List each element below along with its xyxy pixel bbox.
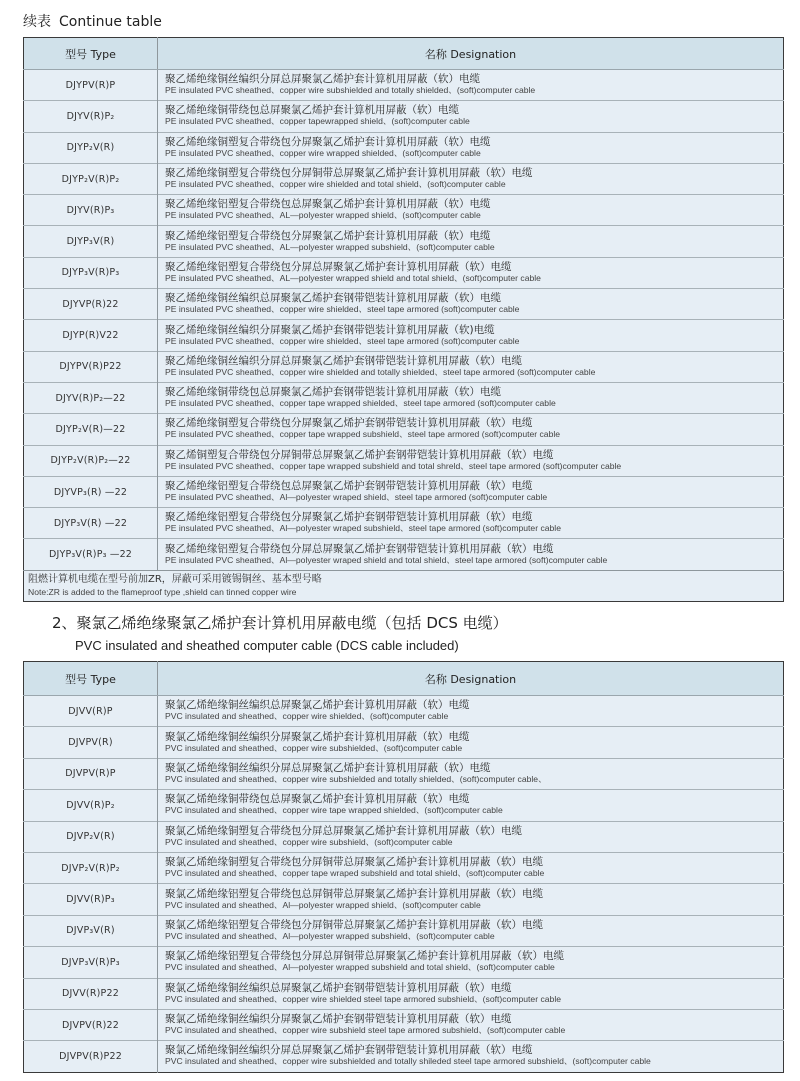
table-row [24,382,784,413]
cable-designation [158,1009,784,1040]
designation-column-header: 名称 Designation [158,38,784,70]
cable-type-code: DJYP₃V(R) [24,226,158,257]
note-en: Note:ZR is added to the flameproof type ,shield can tinned copper wire [28,586,297,597]
designation-cn: 聚乙烯绝缘铜塑复合带绕包分屏聚氯乙烯护套钢带铠装计算机用屏蔽（软）电缆 [165,417,533,430]
designation-cn: 聚氯乙烯绝缘铜塑复合带绕包分屏总屏聚氯乙烯护套计算机用屏蔽（软）电缆 [165,824,522,837]
designation-cn: 聚乙烯绝缘铝塑复合带绕包分屏总屏聚氯乙烯护套计算机用屏蔽（软）电缆 [165,260,512,273]
table-row [24,539,784,570]
type-column-header: 型号 Type [24,662,158,696]
caption-en: Continue table [59,14,162,30]
cable-designation [158,289,784,320]
cable-type-code: DJYP₃V(R)P₃ —22 [24,539,158,570]
cable-type-code: DJVV(R)P [24,696,158,727]
table-row [24,101,784,132]
designation-cn: 聚乙烯绝缘铜丝编织分屏聚氯乙烯护套钢带铠装计算机用屏蔽（软)电缆 [165,323,495,336]
designation-en: PE insulated PVC sheathed、Al—polyester wraped shield and total shield、steel tape armored (soft)computer cable [165,554,608,565]
designation-en: PVC insulated and sheathed、copper wire subshield、(soft)computer cable [165,836,453,847]
designation-cn: 聚氯乙烯绝缘铜塑复合带绕包分屏铜带总屏聚氯乙烯护套计算机用屏蔽（软）电缆 [165,856,543,869]
cable-type-code: DJVV(R)P₂ [24,790,158,821]
cable-designation [158,727,784,758]
designation-cn: 聚氯乙烯绝缘铝塑复合带绕包总屏铜带总屏聚氯乙烯护套计算机用屏蔽（软）电缆 [165,887,543,900]
table-row [24,727,784,758]
cable-designation [158,978,784,1009]
cable-designation [158,382,784,413]
designation-cn: 聚乙烯绝缘铜丝编织分屏总屏聚氯乙烯护套钢带铠装计算机用屏蔽（软）电缆 [165,354,522,367]
cable-designation [158,915,784,946]
cable-designation [158,696,784,727]
designation-en: PE insulated PVC sheathed、AL—polyester wrapped shield、(soft)computer cable [165,210,481,221]
designation-en: PE insulated PVC sheathed、copper wire shielded and total shield、(soft)computer cable [165,179,506,190]
cable-designation [158,476,784,507]
designation-en: PVC insulated and sheathed、Al—polyester wrapped subshield and total shield、(soft)computer cable [165,962,555,973]
table-row [24,790,784,821]
designation-en: PE insulated PVC sheathed、copper tape wrapped shielded、steel tape armored (soft)computer cable [165,398,556,409]
pe-insulated-cable-table [23,37,784,602]
table-row [24,915,784,946]
designation-en: PVC insulated and sheathed、copper wire subshielded、(soft)computer cable [165,742,463,753]
designation-cn: 聚乙烯绝缘铝塑复合带绕包分屏聚氯乙烯护套计算机用屏蔽（软）电缆 [165,229,491,242]
cable-designation [158,821,784,852]
table-row [24,476,784,507]
designation-en: PE insulated PVC sheathed、copper wire wrapped shielded、(soft)computer cable [165,147,481,158]
designation-en: PE insulated PVC sheathed、copper wire shielded、steel tape armored (soft)computer cable [165,335,520,346]
table-row [24,132,784,163]
cable-designation [158,414,784,445]
cable-designation [158,1041,784,1072]
table-header-row [24,38,784,70]
continue-table-caption [23,11,162,31]
cable-type-code: DJVPV(R)P22 [24,1041,158,1072]
designation-en: PE insulated PVC sheathed、Al—polyester wraped shield、steel tape armored (soft)computer cable [165,492,548,502]
designation-cn: 聚乙烯绝缘铜塑复合带绕包分屏铜带总屏聚氯乙烯护套计算机用屏蔽（软）电缆 [165,167,533,180]
designation-cn: 聚乙烯绝缘铜塑复合带绕包分屏聚氯乙烯护套计算机用屏蔽（软）电缆 [165,135,491,148]
cable-type-code: DJYVP₃(R) —22 [24,476,158,507]
designation-en: PE insulated PVC sheathed、copper wire shielded and totally shielded、steel tape armored (soft)computer cable [165,366,596,377]
cable-type-code: DJYV(R)P₂ [24,101,158,132]
cable-type-code: DJYPV(R)P22 [24,351,158,382]
designation-cn: 聚氯乙烯绝缘铜丝编织分屏总屏聚氯乙烯护套钢带铠装计算机用屏蔽（软）电缆 [165,1044,533,1057]
table-row [24,758,784,789]
cable-designation [158,884,784,915]
table-row [24,445,784,476]
table-row [24,884,784,915]
designation-en: PVC insulated and sheathed、copper wire tape wrapped shielded、(soft)computer cable [165,805,503,816]
designation-cn: 聚乙烯绝缘铝塑复合带绕包总屏聚氯乙烯护套计算机用屏蔽（软）电缆 [165,198,491,211]
table-header-row [24,662,784,696]
type-column-header: 型号 Type [24,38,158,70]
cable-type-code: DJVP₂V(R) [24,821,158,852]
cable-designation [158,195,784,226]
designation-cn: 聚氯乙烯绝缘铝塑复合带绕包分屏铜带总屏聚氯乙烯护套计算机用屏蔽（软）电缆 [165,918,543,931]
cable-designation [158,508,784,539]
designation-cn: 聚氯乙烯绝缘铜带绕包总屏聚氯乙烯护套计算机用屏蔽（软）电缆 [165,793,470,806]
designation-en: PVC insulated and sheathed、copper wire shielded、(soft)computer cable [165,711,449,722]
cable-designation [158,947,784,978]
cable-designation [158,351,784,382]
cable-type-code: DJYPV(R)P [24,70,158,101]
designation-en: PVC insulated and sheathed、copper wire subshield steel tape armored subshield、(soft)computer cable [165,1025,566,1036]
table-row [24,195,784,226]
cable-designation [158,790,784,821]
cable-type-code: DJYP(R)V22 [24,320,158,351]
table-row [24,163,784,194]
designation-en: PVC insulated and sheathed、copper wire shielded steel tape armored subshield、(soft)computer cable [165,993,562,1004]
cable-designation [158,320,784,351]
cable-designation [158,445,784,476]
pvc-insulated-cable-table [23,661,784,1073]
designation-cn: 聚乙烯绝缘铜丝编织总屏聚氯乙烯护套钢带铠装计算机用屏蔽（软）电缆 [165,292,501,305]
cable-type-code: DJYP₂V(R)—22 [24,414,158,445]
table-row [24,289,784,320]
table-row [24,414,784,445]
note-cn: 阻燃计算机电缆在型号前加ZR，屏蔽可采用镀锡铜丝、基本型号略 [28,573,322,585]
designation-en: PE insulated PVC sheathed、AL—polyester wrapped shield and total shield、(soft)computer cable [165,272,541,283]
section-2-title: 2、聚氯乙烯绝缘聚氯乙烯护套计算机用屏蔽电缆（包括 DCS 电缆） [52,614,508,632]
cable-designation [158,163,784,194]
cable-type-code: DJYP₂V(R)P₂ [24,163,158,194]
cable-type-code: DJYP₂V(R) [24,132,158,163]
table-row [24,1009,784,1040]
cable-type-code: DJVPV(R) [24,727,158,758]
designation-en: PE insulated PVC sheathed、Al—polyester wraped subshield、steel tape armored (soft)computer cable [165,523,561,534]
designation-en: PVC insulated and sheathed、Al—polyester wrapped subshield、(soft)computer cable [165,930,495,941]
designation-cn: 聚氯乙烯绝缘铜丝编织分屏聚氯乙烯护套钢带铠装计算机用屏蔽（软）电缆 [165,1013,512,1026]
designation-cn: 聚氯乙烯绝缘铝塑复合带绕包分屏总屏铜带总屏聚氯乙烯护套计算机用屏蔽（软）电缆 [165,950,564,963]
table-row [24,696,784,727]
table-row [24,226,784,257]
designation-cn: 聚氯乙烯绝缘铜丝编织分屏总屏聚氯乙烯护套计算机用屏蔽（软）电缆 [165,761,491,774]
section-2-subtitle: PVC insulated and sheathed computer cable (DCS cable included) [75,638,459,653]
designation-cn: 聚乙烯绝缘铜丝编织分屏总屏聚氯乙烯护套计算机用屏蔽（软）电缆 [165,73,480,86]
table-row [24,947,784,978]
table-note-row [24,570,784,601]
cable-type-code: DJYVP(R)22 [24,289,158,320]
cable-type-code: DJVP₃V(R)P₃ [24,947,158,978]
designation-en: PE insulated PVC sheathed、AL—polyester wrapped subshield、(soft)computer cable [165,241,495,252]
table-row [24,320,784,351]
cable-type-code: DJYP₃V(R)P₃ [24,257,158,288]
designation-cn: 聚乙烯绝缘铝塑复合带绕包分屏聚氯乙烯护套钢带铠装计算机用屏蔽（软）电缆 [165,511,533,524]
cable-type-code: DJYV(R)P₂—22 [24,382,158,413]
designation-en: PE insulated PVC sheathed、copper tapewrapped shield、(soft)computer cable [165,116,470,127]
table-row [24,852,784,883]
table-row [24,978,784,1009]
designation-en: PVC insulated and sheathed、Al—polyester wrapped shield、(soft)computer cable [165,899,481,910]
table-note [24,570,784,601]
cable-type-code: DJYP₃V(R) —22 [24,508,158,539]
cable-designation [158,226,784,257]
designation-column-header: 名称 Designation [158,662,784,696]
designation-cn: 聚氯乙烯绝缘铜丝编织分屏聚氯乙烯护套计算机用屏蔽（软）电缆 [165,730,470,743]
table-row [24,70,784,101]
designation-cn: 聚乙烯绝缘铜带绕包总屏聚氯乙烯护套计算机用屏蔽（软）电缆 [165,104,459,117]
cable-type-code: DJVP₂V(R)P₂ [24,852,158,883]
table-row [24,508,784,539]
cable-type-code: DJYP₂V(R)P₂—22 [24,445,158,476]
designation-cn: 聚乙烯铜塑复合带绕包分屏铜带总屏聚氯乙烯护套钢带铠装计算机用屏蔽（软）电缆 [165,448,554,461]
designation-cn: 聚氯乙烯绝缘铜丝编织总屏聚氯乙烯护套计算机用屏蔽（软）电缆 [165,699,470,712]
designation-en: PVC insulated and sheathed、copper wire subshielded and totally shileded steel tape armored subshield、(soft)computer cable [165,1056,651,1067]
designation-cn: 聚氯乙烯绝缘铜丝编织总屏聚氯乙烯护套钢带铠装计算机用屏蔽（软）电缆 [165,981,512,994]
designation-cn: 聚乙烯绝缘铝塑复合带绕包总屏聚氯乙烯护套钢带铠装计算机用屏蔽（软）电缆 [165,480,533,492]
designation-en: PE insulated PVC sheathed、copper tape wrapped subshield、steel tape armored (soft)computer cable [165,429,561,440]
cable-type-code: DJVPV(R)P [24,758,158,789]
cable-designation [158,132,784,163]
table-row [24,257,784,288]
cable-type-code: DJVP₃V(R) [24,915,158,946]
designation-en: PE insulated PVC sheathed、copper wire subshielded and totally shielded、(soft)computer cable [165,85,536,96]
cable-designation [158,758,784,789]
cable-type-code: DJVV(R)P₃ [24,884,158,915]
designation-en: PE insulated PVC sheathed、copper wire shielded、steel tape armored (soft)computer cable [165,304,520,315]
table-row [24,821,784,852]
designation-en: PVC insulated and sheathed、copper wire subshielded and totally shielded、(soft)computer cable、 [165,773,547,784]
designation-en: PE insulated PVC sheathed、copper tape wrapped subshield and total shreld、steel tape armored (soft)computer cable [165,460,622,471]
cable-type-code: DJVV(R)P22 [24,978,158,1009]
designation-cn: 聚乙烯绝缘铝塑复合带绕包分屏总屏聚氯乙烯护套钢带铠装计算机用屏蔽（软）电缆 [165,542,554,555]
cable-type-code: DJVPV(R)22 [24,1009,158,1040]
cable-designation [158,101,784,132]
cable-designation [158,539,784,570]
caption-cn: 续表 [23,14,51,30]
designation-en: PVC insulated and sheathed、copper tape wraped subshield and total shield、(soft)computer cable [165,868,545,879]
table-row [24,1041,784,1072]
table-row [24,351,784,382]
cable-designation [158,852,784,883]
cable-designation [158,257,784,288]
cable-type-code: DJYV(R)P₃ [24,195,158,226]
designation-cn: 聚乙烯绝缘铜带绕包总屏聚氯乙烯护套钢带铠装计算机用屏蔽（软）电缆 [165,386,501,399]
cable-designation [158,70,784,101]
